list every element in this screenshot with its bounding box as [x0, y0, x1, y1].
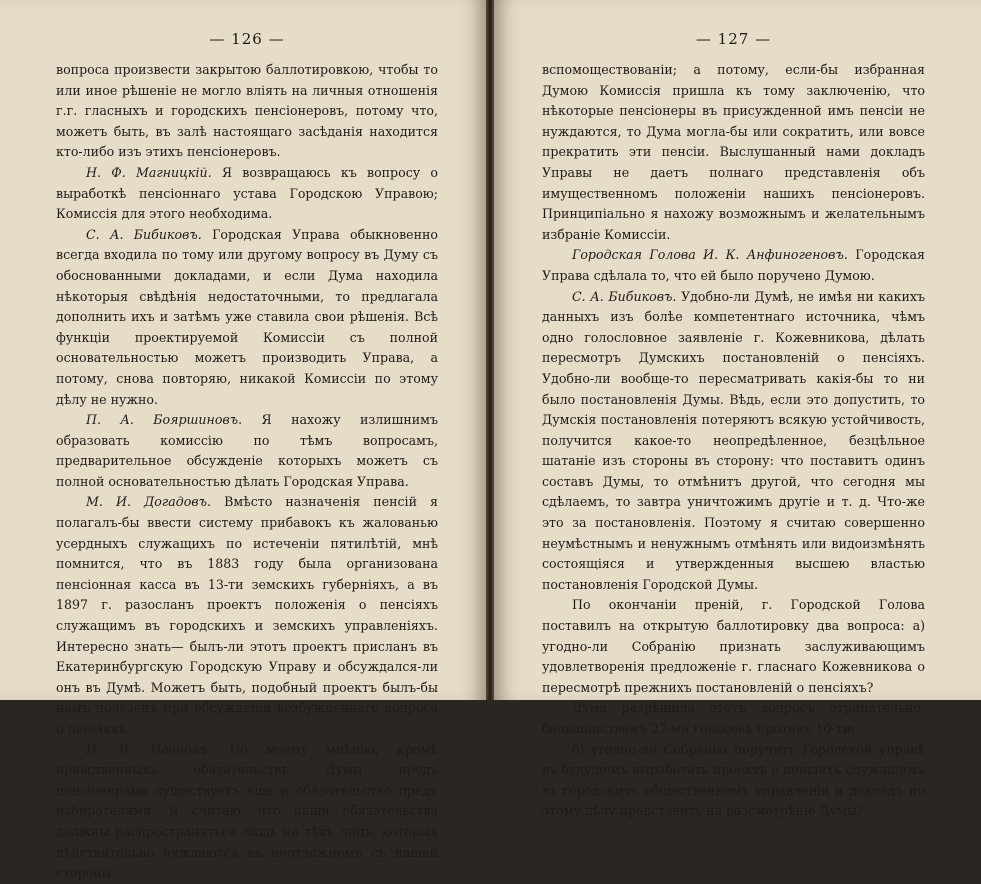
speaker-name: П. А. Бояршиновъ.: [86, 412, 243, 428]
paragraph-text: вопроса произвести закрытою баллотировкою, чтобы то или иное рѣшеніе не могло вліять на личныя отношенія г.г. гласныхъ и городскихъ пенсіонеровъ, потому что, можетъ быть, въ залѣ настоящаго засѣданія находится кто-либо изъ этихъ пенсіонеровъ.: [56, 62, 438, 160]
speaker-name: С. А. Бибиковъ.: [86, 226, 202, 242]
paragraph-text: Удобно-ли Думѣ, не имѣя ни какихъ данныхъ изъ болѣе компетентнаго источника, чѣмъ одно голословное заявленіе г. Кожевникова, дѣлать пересмотръ Думскихъ постановленій о пенсіяхъ. Удобно-ли вообще-то пересматривать какія-бы то ни было постановленія Думы. Вѣдь, если это допустить, то Думскія постановленія потеряютъ всякую устойчивость, получится какое-то неопредѣленное, безцѣльное шатаніе изъ стороны въ сторону: что поставитъ одинъ составъ Думы, то отмѣнитъ другой, что сегодня мы сдѣлаемъ, то завтра уничтожимъ другіе и т. д. Что-же это за постановленія. Поэтому я считаю совершенно неумѣстнымъ и ненужнымъ отмѣнять или видоизмѣнять состоящіяся и утвержденныя высшею властью постановленія Городской Думы.: [542, 288, 926, 592]
paragraph: [56, 225, 438, 410]
paragraph-text: Я нахожу излишнимъ образовать комиссію по тѣмъ вопросамъ, предварительное обсужденіе которыхъ можетъ съ полной основательностью дѣлать Городская Управа.: [56, 412, 438, 489]
left-page: [0, 0, 486, 881]
page-text: [56, 60, 438, 884]
paragraph-text: Городская Управа обыкновенно всегда входила по тому или другому вопросу въ Думу съ обоснованными докладами, и если Дума находила нѣкоторыя свѣдѣнія недостаточными, то предлагала дополнить ихъ и затѣмъ уже ставила свои рѣшенія. Всѣ функціи проектируемой Комиссіи съ полной основательностью можетъ производить Управа, а потому, снова повторяю, никакой Комиссіи по этому дѣлу не нужно.: [56, 226, 438, 407]
paragraph: [56, 410, 438, 492]
paragraph-text: Я возвращаюсь къ вопросу о выработкѣ пенсіоннаго устава Городскою Управою; Комиссія для этого необходима.: [56, 164, 438, 222]
paragraph-text: б) угодно-ли Собранію поручить Городской управѣ въ будущемъ выработать проектъ о пенсіяхъ служащимъ въ городскихъ общественномъ управленіи и докладъ по этому дѣлу представить на разсмотрѣніе Думы?: [542, 741, 925, 819]
right-page: [494, 0, 981, 819]
speaker-name: М. И. Догадовъ.: [86, 494, 211, 510]
paragraph: [542, 740, 925, 822]
paragraph: [542, 698, 925, 739]
paragraph: [542, 60, 925, 245]
speaker-name: С. А. Бибиковъ.: [572, 288, 677, 304]
speaker-name: Городская Голова И. К. Анфиногеновъ.: [572, 247, 848, 263]
paragraph-text: По моему мнѣнію, кромѣ нравственныхъ обязательствъ Думы предъ пенсіонерами существуетъ еще и обязательство предъ избирателями. Я считаю, что наши обязательства должны распространяться лишь на тѣхъ лицъ, которыя дѣйствительно нуждаются въ неотложномъ съ нашей стороны: [56, 741, 438, 881]
paragraph-text: Городская Управа сдѣлала то, что ей было поручено Думою.: [542, 247, 925, 283]
paragraph-text: Дума разрѣшила этотъ вопросъ отрицательно, большинствомъ 27-ми голосовъ противъ 10-ти;: [542, 700, 925, 736]
paragraph: [56, 492, 438, 739]
paragraph: [56, 740, 438, 884]
paragraph-text: По окончаніи преній, г. Городской Голова поставилъ на открытую баллотировку два вопроса: а) угодно-ли Собранію признать заслуживающимъ удовлетворенія предложеніе г. гласнаго Кожевникова о пересмотрѣ прежнихъ постановленій о пенсіяхъ?: [542, 597, 925, 695]
speaker-name: Н. Ф. Магницкій.: [86, 164, 212, 180]
speaker-name: И. В. Ивановъ.: [86, 741, 212, 757]
paragraph: [542, 287, 925, 596]
paragraph: [542, 245, 925, 286]
paragraph: [56, 60, 438, 163]
paragraph-text: вспомоществованіи; а потому, если-бы избранная Думою Комиссія пришла къ тому заключенію, что нѣкоторые пенсіонеры въ присужденной имъ пенсіи не нуждаются, то Дума могла-бы или сократить, или вовсе прекратить эти пенсіи. Выслушанный нами докладъ Управы не даетъ полнаго представленія объ имущественномъ положеніи нашихъ пенсіонеровъ. Принципіально я нахожу возможнымъ и желательнымъ избраніе Комиссіи.: [542, 62, 925, 242]
page-text: [542, 60, 925, 822]
page-number: — 127 —: [695, 30, 772, 48]
paragraph-text: Вмѣсто назначенія пенсій я полагалъ-бы ввести систему прибавокъ къ жалованью усердныхъ служащихъ по истеченіи пятилѣтій, мнѣ помнится, что въ 1883 году была организована пенсіонная касса въ 13-ти земскихъ губерніяхъ, а въ 1897 г. разосланъ проектъ положенія о пенсіяхъ служащимъ въ городскихъ и земскихъ управленіяхъ. Интересно знать— былъ-ли этотъ проектъ присланъ въ Екатеринбургскую Городскую Управу и обсуждался-ли онъ въ Думѣ. Можетъ быть, подобный проектъ былъ-бы намъ полезенъ при обсужденіи возбужденнаго вопроса о пенсіяхъ.: [56, 494, 438, 736]
paragraph: [56, 163, 438, 225]
page-number: — 126 —: [209, 30, 285, 48]
paragraph: [542, 595, 925, 698]
book-gutter: [486, 0, 494, 700]
